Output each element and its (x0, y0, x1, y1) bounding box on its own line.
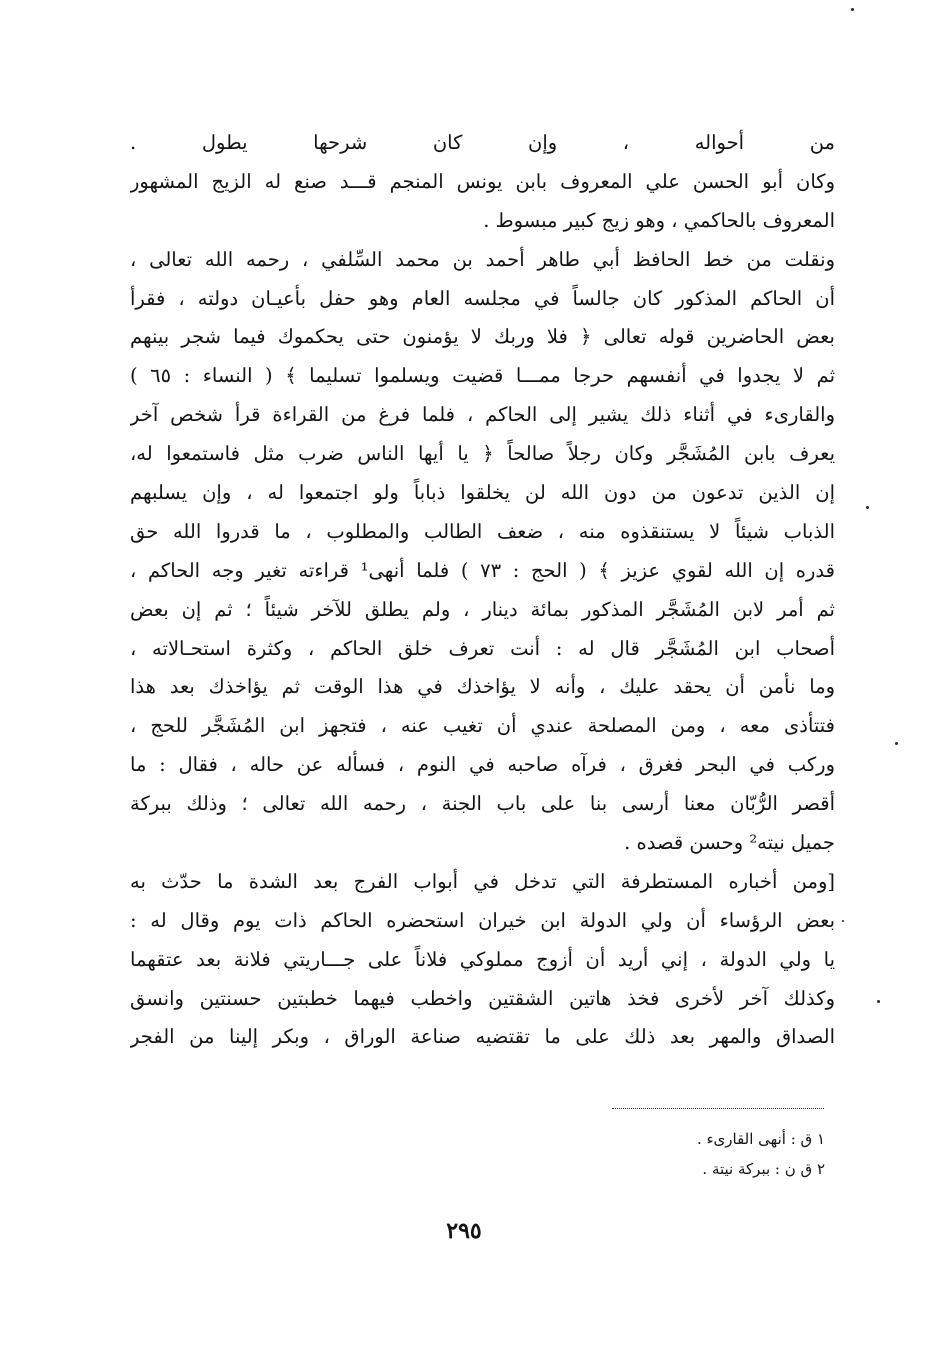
footnote: ٢ ق ن : ببركة نيتة . (702, 1160, 825, 1178)
footnote: ١ ق : أنهى القارىء . (696, 1130, 825, 1148)
text-line: الصداق والمهر بعد ذلك على ما تقتضيه صناعة الوراق ، وبكر إلينا من الفجر (130, 1025, 835, 1049)
text-line: وما نأمن أن يحقد عليك ، وأنه لا يؤاخذك في هذا الوقت ثم يؤاخذك بعد هذا (130, 675, 835, 699)
text-line: من أحواله ، وإن كان شرحها يطول . (130, 131, 835, 154)
scan-speck (866, 506, 869, 509)
footnotes (600, 1124, 825, 1184)
text-line: الذباب شيئاً لا يستنقذوه منه ، ضعف الطالب والمطلوب ، ما قدروا الله حق (130, 519, 835, 543)
scan-speck (851, 8, 854, 11)
text-line: ثم أمر لابن المُشَجَّر المذكور بمائة دينار ، ولم يطلق للآخر شيئاً ؛ ثم إن بعض (130, 597, 835, 621)
text-line: بعض الحاضرين قوله تعالى ﴿ فلا وربك لا يؤمنون حتى يحكموك فيما شجر بينهم (130, 325, 835, 349)
text-line: المعروف بالحاكمي ، وهو زيج كبير مبسوط . (483, 208, 835, 232)
body-text (130, 124, 835, 1057)
text-line: ونقلت من خط الحافظ أبي طاهر أحمد بن محمد السِّلفي ، رحمه الله تعالى ، (130, 247, 835, 271)
text-line: [ومن أخباره المستطرفة التي تدخل في أبواب الفرج بعد الشدة ما حدّث به (130, 869, 835, 893)
text-line: بعض الرؤساء أن ولي الدولة ابن خيران استحضره الحاكم ذات يوم وقال له : (130, 908, 835, 932)
text-line: ثم لا يجدوا في أنفسهم حرجا ممـــا قضيت ويسلموا تسليما ﴾ ( النساء : ٦٥ ) (130, 364, 835, 388)
text-line: قدره إن الله لقوي عزيز ﴾ ( الحج : ٧٣ ) فلما أنهى¹ قراءته تغير وجه الحاكم ، (130, 558, 835, 582)
text-line: وكذلك آخر لأخرى فخذ هاتين الشقتين واخطب فيهما خطبتين حسنتين وانسق (130, 986, 835, 1010)
footnote-separator (612, 1108, 824, 1109)
page-number: ٢٩٥ (446, 1218, 482, 1244)
text-line: يا ولي الدولة ، إني أريد أن أزوج مملوكي فلاناً على جـــاريتي فلانة بعد عتقهما (130, 947, 835, 971)
text-line: يعرف بابن المُشَجَّر وكان رجلاً صالحاً ﴿ يا أيها الناس ضرب مثل فاستمعوا له، (130, 442, 835, 466)
text-line: جميل نيته² وحسن قصده . (624, 831, 835, 855)
text-line: وركب في البحر فغرق ، فرآه صاحبه في النوم ، فسأله عن حاله ، فقال : ما (130, 753, 835, 777)
scan-speck (842, 920, 844, 922)
text-line: إن الذين تدعون من دون الله لن يخلقوا ذباباً ولو اجتمعوا له ، وإن يسلبهم (130, 481, 835, 505)
text-line: أن الحاكم المذكور كان جالساً في مجلسه العام وهو حفل بأعيـان دولته ، فقرأ (130, 286, 835, 310)
text-line: والقارىء في أثناء ذلك يشير إلى الحاكم ، فلما فرغ من القراءة قرأ شخص آخر (130, 403, 835, 427)
text-line: فتتأذى معه ، ومن المصلحة عندي أن تغيب عنه ، فتجهز ابن المُشَجَّر للحج ، (130, 714, 835, 738)
scan-speck (877, 1000, 880, 1003)
text-line: وكان أبو الحسن علي المعروف بابن يونس المنجم قـــد صنع له الزيج المشهور (130, 169, 835, 193)
text-line: أقصر الرُّبّان معنا أرسى بنا على باب الجنة ، رحمه الله تعالى ؛ وذلك ببركة (130, 792, 835, 816)
text-line: أصحاب ابن المُشَجَّر قال له : أنت تعرف خلق الحاكم ، وكثرة استحـالاته ، (130, 636, 835, 660)
scan-speck (895, 742, 898, 745)
